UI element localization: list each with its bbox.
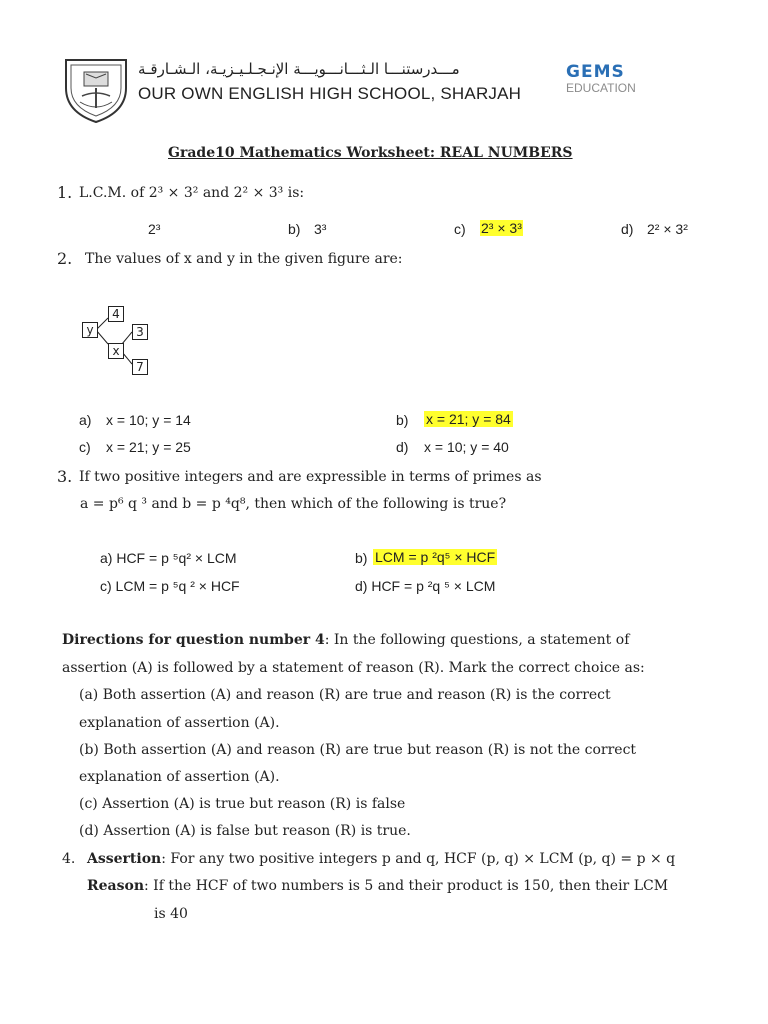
choice-a-line1: (a) Both assertion (A) and reason (R) are true and reason (R) is the correct [79,687,611,703]
q2-option-a-letter: a) [79,412,92,428]
gems-logo-text: GEMS [566,62,625,82]
tree-node-4: 4 [108,306,124,322]
tree-node-7: 7 [132,359,148,375]
q2-option-c-letter: c) [79,439,91,455]
q2-option-a: x = 10; y = 14 [106,412,191,428]
choice-a-line2: explanation of assertion (A). [79,715,280,731]
choice-d: (d) Assertion (A) is false but reason (R) is true. [79,823,411,839]
q2-option-d-letter: d) [396,439,409,455]
q1-option-d-letter: d) [621,221,634,237]
q1-option-c-answer: 2³ × 3³ [481,220,522,236]
assertion-label: Assertion [87,851,162,867]
q1-option-b-letter: b) [288,221,301,237]
q4-number: 4. [62,851,76,867]
school-crest [62,54,130,124]
gems-logo-sub: EDUCATION [566,81,636,95]
choice-b-line1: (b) Both assertion (A) and reason (R) are true but reason (R) is not the correct [79,742,637,758]
q3-stem: If two positive integers and are expressible in terms of primes as [79,469,542,485]
factor-tree-figure [80,302,152,376]
q1-option-a: 2³ [148,221,161,237]
q3-option-a: a) HCF = p ⁵q² × LCM [100,550,237,566]
q1-option-b: 3³ [314,221,327,237]
q3-option-b-answer: LCM = p ²q⁵ × HCF [375,549,496,565]
q1-stem: L.C.M. of 2³ × 3² and 2² × 3³ is: [79,185,305,201]
q1-option-d: 2² × 3² [647,221,688,237]
directions-line2: assertion (A) is followed by a statement of reason (R). Mark the correct choice as: [62,660,645,676]
directions-text1: : In the following questions, a statement of [324,632,630,648]
q2-option-b-letter: b) [396,412,409,428]
q2-number: 2. [57,249,73,268]
q3-option-c: c) LCM = p ⁵q ² × HCF [100,578,240,594]
school-name-arabic: مـــدرستنـــا الـثـــانـــويـــة الإنـجـلـيـزيـة، الـشـارقـة [138,60,460,78]
tree-node-y: y [82,322,98,338]
q3-option-d: d) HCF = p ²q ⁵ × LCM [355,578,496,594]
q2-option-b-answer: x = 21; y = 84 [426,411,511,427]
q3-option-b-letter: b) [355,550,368,566]
q2-option-c: x = 21; y = 25 [106,439,191,455]
q3-number: 3. [57,467,73,486]
q4-reason-line2: is 40 [154,906,188,922]
q1-number: 1. [57,183,73,202]
reason-label: Reason [87,878,145,894]
school-name-english: OUR OWN ENGLISH HIGH SCHOOL, SHARJAH [138,84,522,103]
assertion-text: : For any two positive integers p and q, HCF (p, q) × LCM (p, q) = p × q [161,851,676,867]
tree-node-x: x [108,343,124,359]
q2-option-d: x = 10; y = 40 [424,439,509,455]
choice-b-line2: explanation of assertion (A). [79,769,280,785]
directions-label: Directions for question number 4 [62,632,325,648]
page-title: Grade10 Mathematics Worksheet: REAL NUMBERS [168,145,573,161]
tree-node-3: 3 [132,324,148,340]
choice-c: (c) Assertion (A) is true but reason (R) is false [79,796,406,812]
q4-reason [87,878,668,894]
q1-option-c-letter: c) [454,221,466,237]
q4-assertion [87,851,675,867]
q3-stem-line2: a = p⁶ q ³ and b = p ⁴q⁸, then which of the following is true? [80,496,507,512]
q2-stem: The values of x and y in the given figure are: [85,251,403,267]
gems-logo [566,63,638,97]
directions-line1 [62,632,629,648]
reason-text: : If the HCF of two numbers is 5 and their product is 150, then their LCM [144,878,669,894]
